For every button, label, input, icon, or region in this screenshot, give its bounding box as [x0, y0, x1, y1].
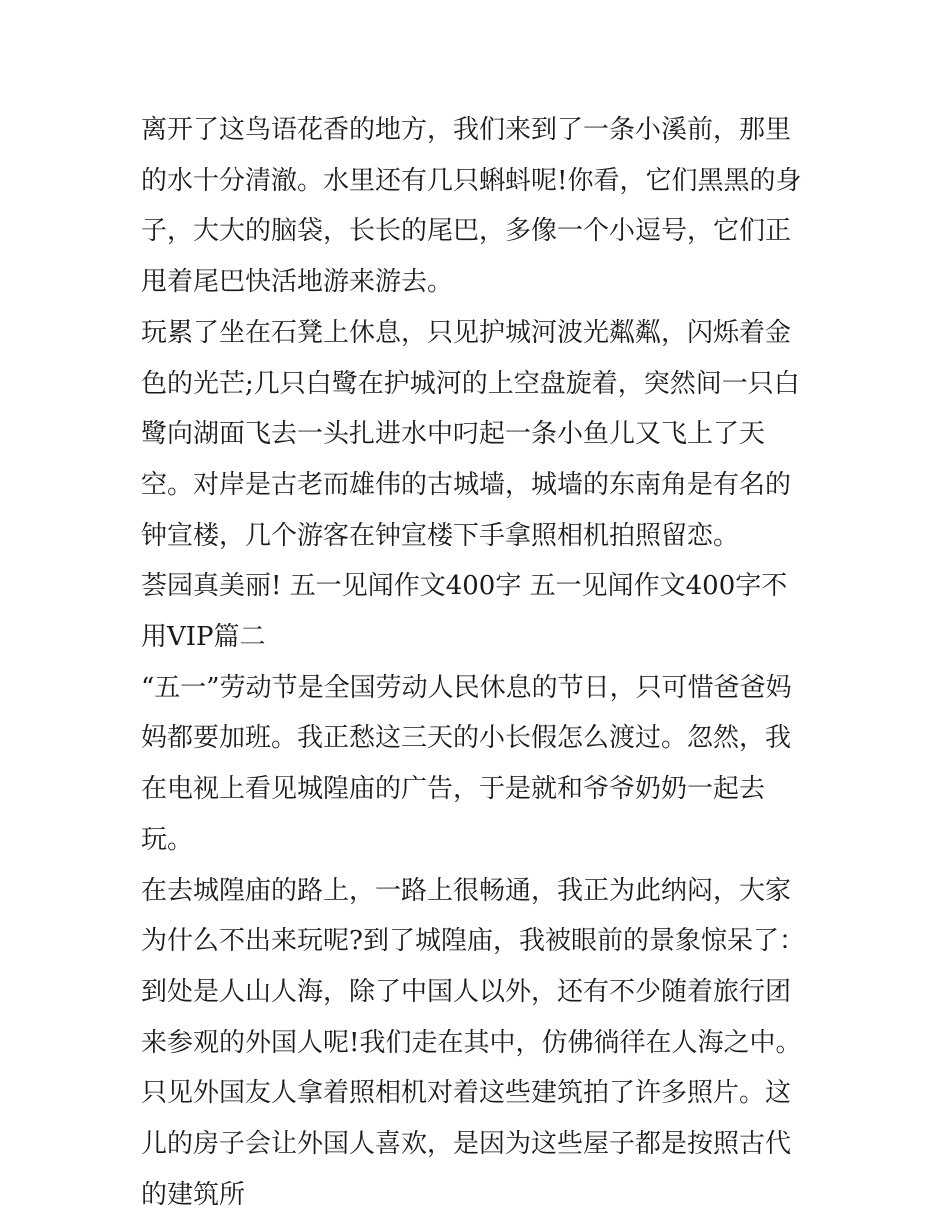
paragraph-temple-road: 在去城隍庙的路上，一路上很畅通，我正为此纳闷，大家为什么不出来玩呢?到了城隍庙，我被眼前的景象惊呆了：到处是人山人海，除了中国人以外，还有不少随着旅行团来参观的外国人呢!我们走在其中，仿佛徜徉在人海之中。 [141, 875, 805, 1058]
paragraph-foreigners: 只见外国友人拿着照相机对着这些建筑拍了许多照片。这儿的房子会让外国人喜欢，是因为这些屋子都是按照古代的建筑所 [141, 1078, 792, 1210]
paragraph-stream: 离开了这鸟语花香的地方，我们来到了一条小溪前，那里的水十分清澈。水里还有几只蝌蚪呢!你看，它们黑黑的身子，大大的脑袋，长长的尾巴，多像一个小逗号，它们正甩着尾巴快活地游来游去。 [141, 115, 802, 298]
article-body [141, 105, 813, 1220]
paragraph-river: 玩累了坐在石凳上休息，只见护城河波光粼粼，闪烁着金色的光芒;几只白鹭在护城河的上空盘旋着，突然间一只白鹭向湖面飞去一头扎进水中叼起一条小鱼儿又飞上了天空。对岸是古老而雄伟的古城墙，城墙的东南角是有名的钟宣楼，几个游客在钟宣楼下手拿照相机拍照留恋。 [141, 317, 800, 551]
paragraph-holiday: “五一”劳动节是全国劳动人民休息的节日，只可惜爸爸妈妈都要加班。我正愁这三天的小长假怎么渡过。忽然，我在电视上看见城隍庙的广告，于是就和爷爷奶奶一起去玩。 [141, 672, 792, 855]
paragraph-heading: 荟园真美丽! 五一见闻作文400字 五一见闻作文400字不用VIP篇二 [141, 571, 788, 653]
